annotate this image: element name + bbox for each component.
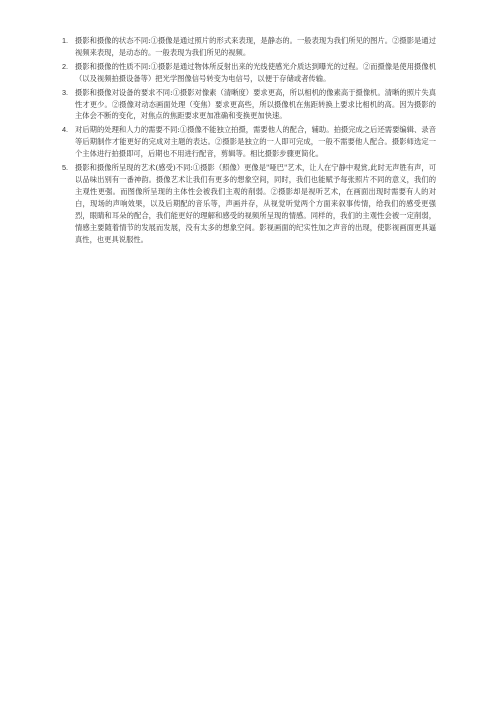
list-item [62, 61, 436, 85]
list-item [62, 35, 436, 59]
list-item-text: 对后期的处理和人力的需要不同:①摄像不能独立拍摄，需要他人的配合，辅助。拍摄完成之后还需要编辑、录音等后期制作才能更好的完成对主题的表达。②摄影是独立的一人即可完成，一般不需要他人配合。摄影师选定一个主体进行拍摄即可，后期也不用进行配音，剪辑等。相比摄影步骤更简化。 [75, 125, 436, 159]
list-item-text: 摄影和摄像所呈现的艺术(感受)不同:①摄影（照像）更像是"哑巴"艺术，让人在宁静中观赏,此时无声胜有声，可以品味出别有一番神韵。摄像艺术让我们有更多的想象空间，同时，我们也能赋予每张照片不同的意义，我们的主观性更强。而图像所呈现的主体性会被我们主观的削弱。②摄影却是视听艺术，在画面出现时需要有人的对白，现场的声响效果，以及后期配的音乐等，声画并存，从视觉听觉两个方面来叙事传情，给我们的感受更强烈，眼睛和耳朵的配合，我们能更好的理解和感受的视频所呈现的情感。同样的，我们的主观性会被一定削弱，情感主要随着情节的发展而发展，没有太多的想象空间。影视画面的纪实性加之声音的出现，使影视画面更具逼真性，也更具说服性。 [75, 163, 436, 244]
list-item-text: 摄影和摄像的状态不同:①摄像是通过照片的形式来表现，是静态的。一般表现为我们所见的图片。②摄影是通过视频来表现，是动态的。一般表现为我们所见的视频。 [75, 36, 436, 57]
list-item-text: 摄影和摄像的性质不同:①摄影是通过物体所反射出来的光线使感光介质达到曝光的过程。②而摄像是使用摄像机（以及视频拍摄设备等）把光学图像信号转变为电信号，以便于存储或者传输。 [75, 61, 436, 83]
list-item-text: 摄影和摄像对设备的要求不同:①摄影对像素（清晰度）要求更高，所以相机的像素高于摄像机。清晰的照片失真性才更少。②摄像对动态画面处理（变焦）要求更高些，所以摄像机在焦距转换上要求比相机的高。因为摄影的主体会不断的变化，对焦点的焦距要求更加准确和变换更加快速。 [75, 87, 436, 121]
numbered-list [62, 35, 436, 247]
list-item-number: 1. [62, 36, 69, 45]
list-item-number: 3. [62, 87, 69, 97]
list-item [62, 162, 436, 245]
list-item-number: 5. [62, 163, 69, 173]
list-item [62, 124, 436, 160]
list-item-number: 4. [62, 125, 69, 135]
list-item [62, 87, 436, 123]
list-item-number: 2. [62, 61, 69, 71]
